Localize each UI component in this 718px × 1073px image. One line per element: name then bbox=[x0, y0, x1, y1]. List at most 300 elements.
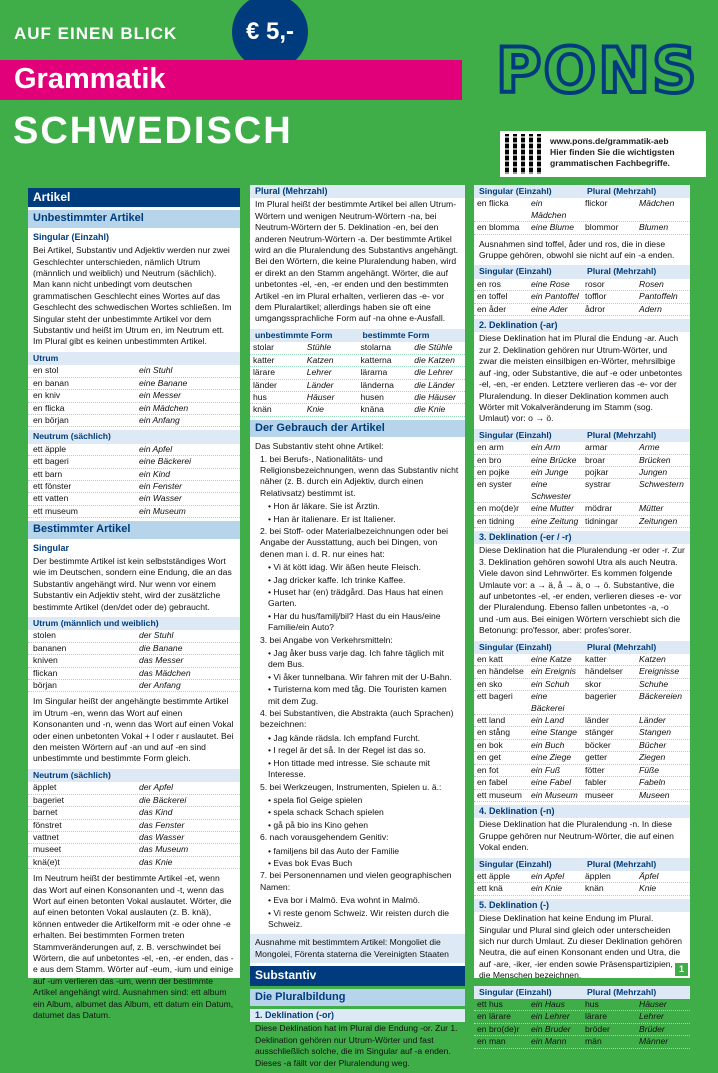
table-cell: ådror bbox=[585, 303, 606, 314]
table-cell: en banan bbox=[33, 377, 69, 388]
paragraph: Im Neutrum heißt der bestimmte Artikel -et, wenn das Wort auf einen Konsonanten und -t, wenn das Wort auf einen betonten Vokal auslautet. Wörter, die auf einen betonten Vokal auslauten (z. B. knä), können entweder die Artikelform mit -e oder ohne -e erhalten. Bei bestimmten Formen treten Stammveränderungen auf, z. B. verschwindet bei Wörtern, die auf unbetontes -el, -en, -er enden, das -e aus dem Stamm. Wörter auf -eum, -ium und einige auf -um verlieren das -um, wenn der bestimmte Artikel angehängt wird. Ausnahmen sind: ett album ein Album, albumet das Album, ett datum ein Datum, datumet das Datum. bbox=[33, 873, 234, 1020]
dekl5-table bbox=[474, 999, 690, 1049]
table-cell: eine Fabel bbox=[531, 777, 572, 788]
table-cell: Brüder bbox=[639, 1023, 665, 1034]
table-cell: början bbox=[33, 680, 57, 691]
table-cell: die Häuser bbox=[414, 391, 456, 402]
table-cell: händelser bbox=[585, 666, 623, 677]
table-cell: mödrar bbox=[585, 503, 613, 514]
table-row bbox=[474, 455, 690, 467]
table-cell: stolarna bbox=[360, 342, 392, 353]
table-cell: das Fenster bbox=[139, 819, 185, 830]
table-cell: Häuser bbox=[639, 999, 667, 1009]
table-row bbox=[28, 403, 240, 415]
table-row bbox=[28, 469, 240, 481]
table-row bbox=[28, 378, 240, 390]
table-cell: ett hus bbox=[477, 999, 503, 1009]
table-cell: katter bbox=[585, 654, 607, 665]
list-item: • Huset har (en) trädgård. Das Haus hat einen Garten. bbox=[268, 587, 443, 609]
table-cell: ein Haus bbox=[531, 999, 565, 1009]
table-cell: ein Fenster bbox=[139, 480, 182, 491]
table-row bbox=[28, 493, 240, 505]
table-row bbox=[474, 442, 690, 454]
table-cell: en bok bbox=[477, 739, 503, 750]
table-row bbox=[474, 999, 690, 1011]
table-cell: en lärare bbox=[477, 1011, 511, 1022]
table-cell: Lehrer bbox=[639, 1011, 664, 1022]
heading-bestimmt: Bestimmter Artikel bbox=[28, 521, 240, 538]
table-cell: ein Arm bbox=[531, 442, 561, 453]
table-row bbox=[28, 655, 240, 667]
subject-label: Grammatik bbox=[14, 63, 166, 95]
neutrum2-table bbox=[28, 782, 240, 869]
paragraph: Diese Deklination hat im Plural die Endung -ar. Auch zur 2. Deklination gehören nur Utrum-Wörter, und zwar die meisten einsilbigen en-Wörter, mehrsilbige auf -ing, oder Substantive, die auf -e oder unbetontes -el, -en, -er enden. Letztere verlieren das -e- vor der Pluralendung. In dieser Deklination kommen auch Wörter mit Vokalveränderung im Stamm (sog. Umlaut) vor: o → ö. bbox=[479, 333, 683, 424]
paragraph: Diese Deklination hat die Pluralendung -er oder -r. Zur 3. Deklination gehören sowohl Utra als auch Neutra. Viele davon sind Lehnwörter. Es kommen folgende Umlaute vor: a → ä, å → ä, o → ö. Substantive, die auf unbetontes -el, -er enden, verlieren dieses -e- vor der Pluralendung. Ebenso fallen unbetontes -a, -o und -um aus. Bei einigen Wörtern verschiebt sich die Betonung: pro'fessor, aber: profes'sorer. bbox=[479, 545, 685, 636]
paragraph: Im Plural heißt der bestimmte Artikel bei allen Utrum-Wörtern und wenigen Neutrum-Wörtern -na, bei Neutrum-Wörtern der 5. Deklination -en, bei den anderen Neutrum-Wörtern -a. Der bestimmte Artikel wird an die Pluralendung des Substantivs angehängt. Bei den Wörtern, die keine Pluralendung haben, wird er direkt an den Stamm angehängt. Wörter, die auf unbetontes -el, -en, -er enden und den bestimmten Artikel -en im Plural erhalten, verlieren das -e- vor dem Pluralartikel; allerdings haben sie oft eine umgangssprachliche Form auf -na ohne e-Ausfall. bbox=[255, 199, 459, 324]
table-cell: pojkar bbox=[585, 466, 609, 477]
table-cell: en bro(de)r bbox=[477, 1023, 520, 1034]
table-row bbox=[28, 782, 240, 794]
table-cell: eine Stange bbox=[531, 727, 577, 738]
table-cell: knän bbox=[585, 883, 604, 894]
table-cell: ein Schuh bbox=[531, 678, 570, 689]
usage-list bbox=[250, 454, 465, 932]
table-cell: fötter bbox=[585, 764, 605, 775]
list-item: • Evas bok Evas Buch bbox=[268, 857, 353, 868]
heading-dekl2: 2. Deklination (-ar) bbox=[474, 319, 690, 332]
table-row bbox=[474, 291, 690, 303]
table-cell: Stangen bbox=[639, 727, 672, 738]
table-cell: en blomma bbox=[477, 222, 520, 233]
dekl1b-table bbox=[474, 279, 690, 316]
table-cell: en flicka bbox=[33, 402, 65, 413]
table-cell: en början bbox=[33, 414, 69, 425]
table-cell: ett land bbox=[477, 715, 506, 726]
table-header: Neutrum (sächlich) bbox=[28, 769, 240, 782]
table-cell: en stol bbox=[33, 365, 59, 376]
table-row bbox=[28, 820, 240, 832]
table-cell: das Messer bbox=[139, 655, 184, 666]
list-item: • Han är italienare. Er ist Italiener. bbox=[268, 513, 396, 524]
table-cell: tofflor bbox=[585, 291, 607, 302]
table-cell: bagerier bbox=[585, 691, 617, 702]
table-cell: Museen bbox=[639, 789, 670, 800]
table-cell: män bbox=[585, 1036, 602, 1047]
table-cell: en syster bbox=[477, 479, 512, 490]
table-cell: flickor bbox=[585, 198, 608, 209]
heading-gebrauch: Der Gebrauch der Artikel bbox=[250, 420, 465, 437]
table-cell: broar bbox=[585, 454, 606, 465]
table-cell: das Mädchen bbox=[139, 667, 191, 678]
table-header: Singular (Einzahl) Plural (Mehrzahl) bbox=[474, 858, 690, 871]
list-item: 3. bei Angabe von Verkehrsmitteln: bbox=[260, 634, 393, 645]
list-item: • Jag åker buss varje dag. Ich fahre täglich mit dem Bus. bbox=[268, 648, 444, 670]
table-cell: knän bbox=[253, 404, 272, 415]
plural-table bbox=[250, 342, 465, 416]
table-cell: en sko bbox=[477, 678, 503, 689]
price-badge: € 5,- bbox=[232, 0, 308, 70]
table-cell: lärare bbox=[585, 1011, 607, 1022]
table-row bbox=[28, 680, 240, 692]
table-cell: katterna bbox=[360, 354, 392, 365]
table-row bbox=[28, 643, 240, 655]
table-cell: Lehrer bbox=[306, 367, 332, 378]
list-item: • familjens bil das Auto der Familie bbox=[268, 845, 400, 856]
page-title: SCHWEDISCH bbox=[13, 110, 293, 152]
table-cell: Bäckereien bbox=[639, 691, 682, 702]
table-cell: museer bbox=[585, 789, 614, 800]
table-cell: barnet bbox=[33, 807, 58, 818]
table-row bbox=[474, 715, 690, 727]
table-row bbox=[28, 795, 240, 807]
table-cell: länder bbox=[585, 715, 609, 726]
table-cell: ein Apfel bbox=[531, 870, 565, 881]
qr-info-box bbox=[500, 131, 706, 177]
table-cell: die Länder bbox=[414, 379, 455, 390]
heading-dekl1: 1. Deklination (-or) bbox=[250, 1009, 465, 1022]
table-row bbox=[250, 380, 465, 392]
table-cell: eine Brücke bbox=[531, 454, 577, 465]
table-cell: ett vatten bbox=[33, 493, 69, 504]
qr-desc-1: Hier finden Sie die wichtigsten bbox=[550, 147, 675, 157]
table-cell: en stång bbox=[477, 727, 510, 738]
table-cell: der Stuhl bbox=[139, 630, 174, 641]
table-row bbox=[474, 765, 690, 777]
dekl3-table bbox=[474, 654, 690, 802]
dekl4-table bbox=[474, 871, 690, 896]
table-cell: eine Rose bbox=[531, 278, 570, 289]
table-cell: eine Bäckerei bbox=[531, 691, 565, 713]
table-cell: en fabel bbox=[477, 777, 508, 788]
table-cell: stolen bbox=[33, 630, 56, 641]
table-cell: Knie bbox=[306, 404, 324, 415]
note-box: Ausnahme mit bestimmtem Artikel: Mongoliet die Mongolei, Förenta staterna die Vereinigten Staaten bbox=[250, 934, 465, 963]
table-header: Neutrum (sächlich) bbox=[28, 430, 240, 443]
page-number: 1 bbox=[675, 963, 688, 976]
qr-desc-2: grammatischen Fachbegriffe. bbox=[550, 158, 670, 168]
paragraph: Diese Deklination hat die Pluralendung -n. In diese Gruppe gehören nur Neutrum-Wörter, die auf einen Vokal enden. bbox=[479, 819, 674, 853]
table-cell: Knie bbox=[639, 883, 657, 894]
table-cell: Bücher bbox=[639, 739, 667, 750]
table-cell: lärare bbox=[253, 367, 275, 378]
table-header: unbestimmte Form bestimmte Form bbox=[250, 329, 465, 342]
section-artikel: Artikel bbox=[28, 188, 240, 207]
table-row bbox=[474, 679, 690, 691]
table-header: Singular (Einzahl) Plural (Mehrzahl) bbox=[474, 185, 690, 198]
table-cell: ein Museum bbox=[531, 789, 578, 800]
table-cell: knä(e)t bbox=[33, 856, 60, 867]
table-cell: en toffel bbox=[477, 291, 508, 302]
table-cell: en man bbox=[477, 1036, 506, 1047]
page-header bbox=[0, 0, 718, 180]
table-cell: Füße bbox=[639, 764, 660, 775]
table-row bbox=[474, 752, 690, 764]
table-row bbox=[474, 279, 690, 291]
table-cell: eine Ader bbox=[531, 303, 568, 314]
table-cell: die Katzen bbox=[414, 354, 455, 365]
list-item: • Vi åker tunnelbana. Wir fahren mit der U-Bahn. bbox=[268, 671, 452, 682]
table-cell: en ros bbox=[477, 278, 501, 289]
table-cell: en åder bbox=[477, 303, 507, 314]
table-cell: ein Anfang bbox=[139, 414, 180, 425]
table-cell: länderna bbox=[360, 379, 394, 390]
table-cell: ein Museum bbox=[139, 505, 186, 516]
table-row bbox=[474, 691, 690, 715]
table-row bbox=[28, 807, 240, 819]
table-cell: en händelse bbox=[477, 666, 524, 677]
table-cell: bageriet bbox=[33, 794, 65, 805]
table-cell: die Bäckerei bbox=[139, 794, 187, 805]
table-cell: bananen bbox=[33, 642, 67, 653]
table-cell: Jungen bbox=[639, 466, 668, 477]
paragraph: Bei Artikel, Substantiv und Adjektiv werden nur zwei Geschlechter unterschieden, nämlich Utrum (männlich und weiblich) und Neutrum (sächlich). Man kann nicht unbedingt vom deutschen grammatischen Geschlecht eines Wortes auf das Geschlecht des schwedischen Wortes schließen. Im Singular steht der unbestimmte Artikel vor dem Substantiv und heißt im Utrum en, im Neutrum ett. Im Plural gibt es keinen unbestimmten Artikel. bbox=[33, 245, 232, 347]
table-row bbox=[474, 516, 690, 528]
table-cell: bröder bbox=[585, 1023, 610, 1034]
table-cell: Blumen bbox=[639, 222, 669, 233]
table-cell: ett museum bbox=[477, 789, 522, 800]
table-cell: der Anfang bbox=[139, 680, 181, 691]
list-item: 4. bei Substantiven, die Abstrakta (auch Sprachen) bezeichnen: bbox=[260, 708, 454, 730]
table-cell: ein Knie bbox=[531, 883, 563, 894]
list-item: • Hon är läkare. Sie ist Ärztin. bbox=[268, 501, 380, 512]
paragraph: Diese Deklination hat keine Endung im Plural. Singular und Plural sind gleich oder unterscheiden sich nur durch Umlaut. Zu dieser Deklination gehören Neutra, die auf einen Konsonant enden und Utra, die auf -are, -iker, -ier enden sowie Präsenspartizipien, die Menschen bezeichnen. bbox=[479, 913, 683, 981]
list-item: 7. bei Personennamen und vielen geographischen Namen: bbox=[260, 870, 452, 892]
table-row bbox=[474, 467, 690, 479]
table-cell: Fabeln bbox=[639, 777, 666, 788]
utrum2-table bbox=[28, 630, 240, 692]
table-cell: Äpfel bbox=[639, 870, 659, 881]
heading-singular: Singular bbox=[33, 542, 70, 553]
table-cell: en arm bbox=[477, 442, 504, 453]
column-2 bbox=[250, 185, 465, 1068]
table-cell: Schwestern bbox=[639, 479, 684, 490]
list-item: • I regel är det så. In der Regel ist das so. bbox=[268, 745, 426, 756]
table-cell: stolar bbox=[253, 342, 275, 353]
table-row bbox=[474, 790, 690, 802]
table-cell: ein Mann bbox=[531, 1036, 567, 1047]
table-cell: fabler bbox=[585, 777, 607, 788]
table-row bbox=[28, 857, 240, 869]
table-row bbox=[474, 304, 690, 316]
table-cell: ett bageri bbox=[33, 456, 69, 467]
table-cell: ein Junge bbox=[531, 466, 569, 477]
table-row bbox=[28, 630, 240, 642]
list-item: 1. bei Berufs-, Nationalitäts- und Religionsbezeichnungen, wenn das Substantiv nicht näher (z. B. durch ein Adjektiv, durch einen Relativsatz) bestimmt ist. bbox=[260, 453, 459, 498]
list-item: 6. nach vorausgehendem Genitiv: bbox=[260, 832, 389, 843]
paragraph: Der bestimmte Artikel ist kein selbstständiges Wort wie im Deutschen, sondern eine Endung, die an das Substantiv angehängt wird. Nur wenn vor einem Substantiv ein Adjektiv steht, wird der zusätzliche bestimmte Artikel (den/det oder de) gebraucht. bbox=[33, 555, 232, 612]
table-cell: ett knä bbox=[477, 883, 503, 894]
table-header: Singular (Einzahl) Plural (Mehrzahl) bbox=[474, 641, 690, 654]
table-cell: en get bbox=[477, 752, 501, 763]
list-item: • gå på bio ins Kino gehen bbox=[268, 819, 369, 830]
table-cell: ett barn bbox=[33, 468, 63, 479]
table-cell: Stühle bbox=[306, 342, 332, 353]
table-cell: katter bbox=[253, 354, 275, 365]
heading-singular: Singular (Einzahl) bbox=[33, 231, 110, 242]
table-cell: skor bbox=[585, 678, 602, 689]
table-cell: ein Stuhl bbox=[139, 365, 173, 376]
list-item: • spela fiol Geige spielen bbox=[268, 794, 363, 805]
table-cell: böcker bbox=[585, 739, 611, 750]
table-header: Utrum (männlich und weiblich) bbox=[28, 617, 240, 630]
list-item: • Turisterna kom med tåg. Die Touristen kamen mit dem Zug. bbox=[268, 684, 447, 706]
table-cell: stänger bbox=[585, 727, 614, 738]
table-cell: die Stühle bbox=[414, 342, 453, 353]
table-cell: äpplen bbox=[585, 870, 611, 881]
table-cell: ein Wasser bbox=[139, 493, 182, 504]
table-cell: das Knie bbox=[139, 856, 173, 867]
table-cell: ein Lehrer bbox=[531, 1011, 570, 1022]
heading-plural: Plural (Mehrzahl) bbox=[250, 185, 465, 198]
table-cell: das Museum bbox=[139, 844, 189, 855]
table-cell: ett fönster bbox=[33, 480, 72, 491]
heading-dekl4: 4. Deklination (-n) bbox=[474, 805, 690, 818]
table-row bbox=[474, 1024, 690, 1036]
table-row bbox=[250, 342, 465, 354]
table-cell: Männer bbox=[639, 1036, 669, 1047]
table-cell: en bro bbox=[477, 454, 502, 465]
list-item: • Hon tittade med intresse. Sie schaute mit Interesse. bbox=[268, 757, 431, 780]
table-cell: Brücken bbox=[639, 454, 671, 465]
table-cell: Ziegen bbox=[639, 752, 666, 763]
list-item: • Jag dricker kaffe. Ich trinke Kaffee. bbox=[268, 574, 406, 585]
table-cell: Mädchen bbox=[639, 198, 675, 209]
table-cell: ein Mädchen bbox=[531, 198, 567, 220]
table-cell: das Wasser bbox=[139, 831, 185, 842]
paragraph: Im Singular heißt der angehängte bestimmte Artikel im Utrum -en, wenn das Wort auf einen Konsonanten und -n, wenn das Wort auf einen Vokal oder einen unbetonten Vokal + l oder r auslautet. Bei den meisten Wörtern auf -an und auf -en sind unbestimmte und bestimmte Form gleich. bbox=[33, 696, 234, 764]
table-row bbox=[28, 481, 240, 493]
table-row bbox=[250, 404, 465, 416]
table-cell: blommor bbox=[585, 222, 619, 233]
table-cell: eine Zeitung bbox=[531, 515, 579, 526]
table-cell: ett museum bbox=[33, 505, 78, 516]
table-cell: flickan bbox=[33, 667, 58, 678]
utrum-table bbox=[28, 365, 240, 427]
table-row bbox=[474, 871, 690, 883]
table-cell: tidningar bbox=[585, 515, 618, 526]
table-cell: ett bageri bbox=[477, 691, 513, 702]
dekl2-table bbox=[474, 442, 690, 528]
list-item: 2. bei Stoff- oder Materialbezeichnungen oder bei Angabe der Ausstattung, auch bei Dingen, von denen man i. d. R. nur eines hat: bbox=[260, 525, 449, 559]
table-cell: der Apfel bbox=[139, 782, 174, 793]
table-cell: Länder bbox=[639, 715, 666, 726]
table-header: Singular (Einzahl) Plural (Mehrzahl) bbox=[474, 429, 690, 442]
list-item: • spela schack Schach spielen bbox=[268, 807, 384, 818]
table-row bbox=[474, 479, 690, 503]
table-row bbox=[28, 456, 240, 468]
table-cell: Schuhe bbox=[639, 678, 669, 689]
table-cell: Katzen bbox=[639, 654, 666, 665]
table-cell: eine Mutter bbox=[531, 503, 574, 514]
table-row bbox=[474, 1036, 690, 1048]
table-row bbox=[474, 1011, 690, 1023]
table-row bbox=[474, 198, 690, 222]
qr-url[interactable]: www.pons.de/grammatik-aeb bbox=[550, 136, 669, 146]
table-cell: Häuser bbox=[306, 391, 335, 402]
table-cell: Mütter bbox=[639, 503, 664, 514]
table-cell: eine Katze bbox=[531, 654, 572, 665]
table-cell: en mo(de)r bbox=[477, 503, 520, 514]
table-cell: Adern bbox=[639, 303, 662, 314]
table-cell: Pantoffeln bbox=[639, 291, 678, 302]
table-cell: ein Buch bbox=[531, 739, 565, 750]
table-row bbox=[28, 506, 240, 518]
table-cell: kniven bbox=[33, 655, 58, 666]
table-cell: fönstret bbox=[33, 819, 62, 830]
table-cell: knäna bbox=[360, 404, 384, 415]
list-item: 5. bei Werkzeugen, Instrumenten, Spielen u. ä.: bbox=[260, 781, 442, 792]
table-cell: ett äpple bbox=[33, 443, 66, 454]
list-item: • Har du hus/familj/bil? Hast du ein Haus/eine Familie/ein Auto? bbox=[268, 610, 441, 633]
table-cell: eine Schwester bbox=[531, 479, 572, 501]
paragraph: Diese Deklination hat im Plural die Endung -or. Zur 1. Deklination gehören nur Utrum-Wörter und fast ausschließlich solche, die im Singular auf -a enden. Dieses -a fällt vor der Pluralendung weg. bbox=[255, 1023, 458, 1068]
table-cell: ein Apfel bbox=[139, 443, 173, 454]
table-cell: die Lehrer bbox=[414, 367, 453, 378]
series-label: AUF EINEN BLICK bbox=[14, 24, 178, 43]
table-cell: die Banane bbox=[139, 642, 183, 653]
paragraph: Ausnahmen sind toffel, åder und ros, die in diese Gruppe gehören, obwohl sie nicht auf ein -a enden. bbox=[479, 238, 675, 261]
table-cell: Zeitungen bbox=[639, 515, 678, 526]
list-item: • Eva bor i Malmö. Eva wohnt in Malmö. bbox=[268, 895, 421, 906]
table-cell: en fot bbox=[477, 764, 499, 775]
dekl1-table bbox=[474, 198, 690, 234]
table-row bbox=[474, 777, 690, 789]
table-cell: ein Pantoffel bbox=[531, 291, 579, 302]
table-cell: Katzen bbox=[306, 354, 334, 365]
table-cell: en tidning bbox=[477, 515, 515, 526]
table-cell: vattnet bbox=[33, 831, 59, 842]
table-cell: die Knie bbox=[414, 404, 446, 415]
column-1 bbox=[28, 188, 240, 1020]
table-row bbox=[474, 883, 690, 895]
table-row bbox=[28, 365, 240, 377]
table-row bbox=[28, 390, 240, 402]
list-item: • Vi reste genom Schweiz. Wir reisten durch die Schweiz. bbox=[268, 907, 450, 929]
table-row bbox=[250, 392, 465, 404]
table-cell: länder bbox=[253, 379, 277, 390]
table-row bbox=[28, 444, 240, 456]
table-row bbox=[474, 666, 690, 678]
table-row bbox=[250, 355, 465, 367]
table-cell: systrar bbox=[585, 479, 611, 490]
table-cell: eine Ziege bbox=[531, 752, 572, 763]
table-cell: hus bbox=[585, 999, 599, 1009]
table-header: Utrum bbox=[28, 352, 240, 365]
qr-text bbox=[550, 136, 675, 169]
qr-code-icon[interactable] bbox=[505, 134, 545, 174]
neutrum-table bbox=[28, 444, 240, 518]
table-cell: ein Bruder bbox=[531, 1023, 571, 1034]
table-cell: eine Blume bbox=[531, 222, 574, 233]
table-cell: Arme bbox=[639, 442, 660, 453]
paragraph: Das Substantiv steht ohne Artikel: bbox=[255, 441, 384, 452]
table-row bbox=[474, 727, 690, 739]
table-cell: Ereignisse bbox=[639, 666, 680, 677]
table-cell: husen bbox=[360, 391, 384, 402]
table-cell: ett äpple bbox=[477, 870, 510, 881]
table-cell: Länder bbox=[306, 379, 334, 390]
table-cell: Rosen bbox=[639, 278, 664, 289]
table-row bbox=[28, 844, 240, 856]
table-row bbox=[28, 415, 240, 427]
table-row bbox=[474, 740, 690, 752]
table-cell: lärarna bbox=[360, 367, 388, 378]
list-item: • Vi ät kött idag. Wir äßen heute Fleisch. bbox=[268, 562, 421, 573]
table-row bbox=[250, 367, 465, 379]
table-cell: en pojke bbox=[477, 466, 510, 477]
table-cell: ein Fuß bbox=[531, 764, 561, 775]
table-header: Singular (Einzahl) Plural (Mehrzahl) bbox=[474, 265, 690, 278]
